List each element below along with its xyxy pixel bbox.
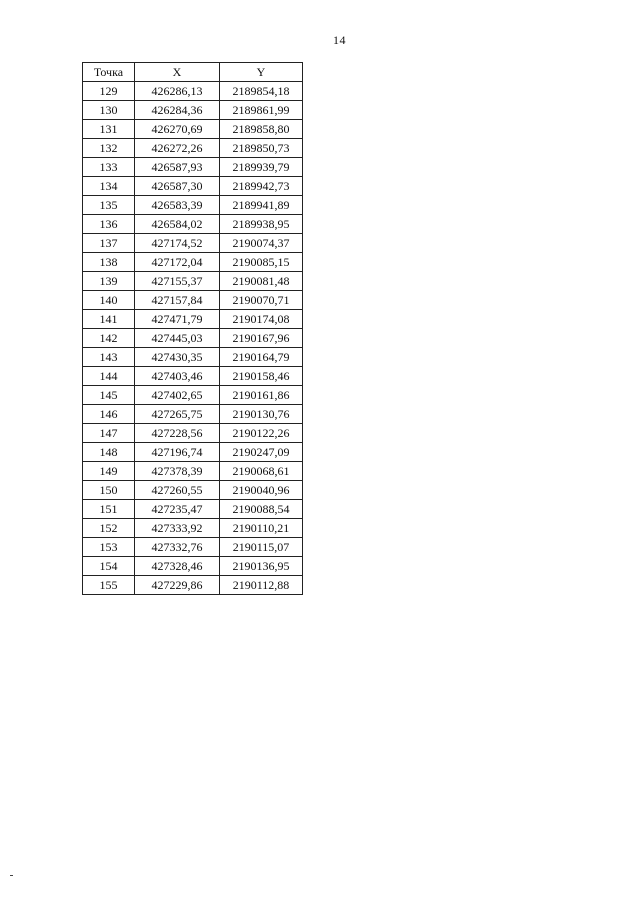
cell-y: 2189939,79 (220, 158, 303, 177)
cell-point: 153 (83, 538, 135, 557)
cell-y: 2189938,95 (220, 215, 303, 234)
cell-x: 427157,84 (135, 291, 220, 310)
table-body (83, 82, 303, 595)
cell-x: 427260,55 (135, 481, 220, 500)
table-row (83, 500, 303, 519)
cell-point: 149 (83, 462, 135, 481)
table-row (83, 82, 303, 101)
column-header-y: Y (220, 63, 303, 82)
table-row (83, 557, 303, 576)
table-row (83, 291, 303, 310)
cell-point: 154 (83, 557, 135, 576)
cell-y: 2190130,76 (220, 405, 303, 424)
cell-x: 427445,03 (135, 329, 220, 348)
cell-y: 2190085,15 (220, 253, 303, 272)
column-header-point: Точка (83, 63, 135, 82)
cell-point: 136 (83, 215, 135, 234)
table-row (83, 101, 303, 120)
cell-point: 143 (83, 348, 135, 367)
cell-x: 427430,35 (135, 348, 220, 367)
table-row (83, 462, 303, 481)
cell-x: 427471,79 (135, 310, 220, 329)
cell-x: 426587,30 (135, 177, 220, 196)
table-row (83, 272, 303, 291)
table-row (83, 215, 303, 234)
cell-point: 145 (83, 386, 135, 405)
cell-y: 2189858,80 (220, 120, 303, 139)
cell-y: 2189941,89 (220, 196, 303, 215)
cell-y: 2190070,71 (220, 291, 303, 310)
cell-point: 146 (83, 405, 135, 424)
table-row (83, 424, 303, 443)
cell-y: 2190112,88 (220, 576, 303, 595)
cell-y: 2190088,54 (220, 500, 303, 519)
table-row (83, 443, 303, 462)
table-row (83, 576, 303, 595)
cell-y: 2189854,18 (220, 82, 303, 101)
cell-point: 142 (83, 329, 135, 348)
cell-y: 2190174,08 (220, 310, 303, 329)
cell-y: 2190074,37 (220, 234, 303, 253)
cell-x: 426270,69 (135, 120, 220, 139)
cell-point: 141 (83, 310, 135, 329)
table-row (83, 234, 303, 253)
cell-point: 131 (83, 120, 135, 139)
cell-y: 2190158,46 (220, 367, 303, 386)
table-row (83, 386, 303, 405)
cell-x: 426272,26 (135, 139, 220, 158)
cell-point: 155 (83, 576, 135, 595)
cell-y: 2190115,07 (220, 538, 303, 557)
cell-point: 140 (83, 291, 135, 310)
cell-y: 2190081,48 (220, 272, 303, 291)
cell-x: 426286,13 (135, 82, 220, 101)
cell-x: 427403,46 (135, 367, 220, 386)
cell-x: 426583,39 (135, 196, 220, 215)
table-row (83, 348, 303, 367)
cell-x: 426284,36 (135, 101, 220, 120)
cell-x: 427155,37 (135, 272, 220, 291)
table-row (83, 519, 303, 538)
cell-point: 152 (83, 519, 135, 538)
cell-point: 144 (83, 367, 135, 386)
cell-y: 2190068,61 (220, 462, 303, 481)
table-row (83, 139, 303, 158)
coordinates-table (82, 62, 303, 595)
cell-y: 2190164,79 (220, 348, 303, 367)
column-header-x: X (135, 63, 220, 82)
cell-y: 2190161,86 (220, 386, 303, 405)
cell-point: 148 (83, 443, 135, 462)
cell-point: 150 (83, 481, 135, 500)
cell-point: 133 (83, 158, 135, 177)
cell-x: 427228,56 (135, 424, 220, 443)
cell-x: 426587,93 (135, 158, 220, 177)
table-row (83, 329, 303, 348)
cell-y: 2190247,09 (220, 443, 303, 462)
cell-point: 151 (83, 500, 135, 519)
cell-y: 2189850,73 (220, 139, 303, 158)
table-row (83, 177, 303, 196)
cell-y: 2190110,21 (220, 519, 303, 538)
cell-point: 139 (83, 272, 135, 291)
table-row (83, 538, 303, 557)
cell-y: 2190040,96 (220, 481, 303, 500)
cell-x: 427265,75 (135, 405, 220, 424)
scan-mark (10, 875, 13, 876)
cell-point: 130 (83, 101, 135, 120)
cell-x: 427196,74 (135, 443, 220, 462)
table-row (83, 196, 303, 215)
cell-y: 2189861,99 (220, 101, 303, 120)
cell-y: 2190167,96 (220, 329, 303, 348)
cell-point: 132 (83, 139, 135, 158)
cell-point: 138 (83, 253, 135, 272)
cell-point: 147 (83, 424, 135, 443)
cell-x: 427174,52 (135, 234, 220, 253)
cell-point: 129 (83, 82, 135, 101)
table-row (83, 367, 303, 386)
table-row (83, 481, 303, 500)
cell-x: 427172,04 (135, 253, 220, 272)
table-row (83, 120, 303, 139)
cell-x: 427378,39 (135, 462, 220, 481)
cell-x: 427328,46 (135, 557, 220, 576)
cell-x: 427229,86 (135, 576, 220, 595)
table-row (83, 405, 303, 424)
cell-point: 137 (83, 234, 135, 253)
cell-y: 2189942,73 (220, 177, 303, 196)
cell-point: 134 (83, 177, 135, 196)
cell-y: 2190122,26 (220, 424, 303, 443)
table-row (83, 158, 303, 177)
cell-y: 2190136,95 (220, 557, 303, 576)
cell-x: 427402,65 (135, 386, 220, 405)
page-number: 14 (333, 33, 346, 47)
cell-x: 426584,02 (135, 215, 220, 234)
table-row (83, 310, 303, 329)
cell-x: 427235,47 (135, 500, 220, 519)
cell-point: 135 (83, 196, 135, 215)
table-header-row (83, 63, 303, 82)
cell-x: 427332,76 (135, 538, 220, 557)
cell-x: 427333,92 (135, 519, 220, 538)
table-row (83, 253, 303, 272)
